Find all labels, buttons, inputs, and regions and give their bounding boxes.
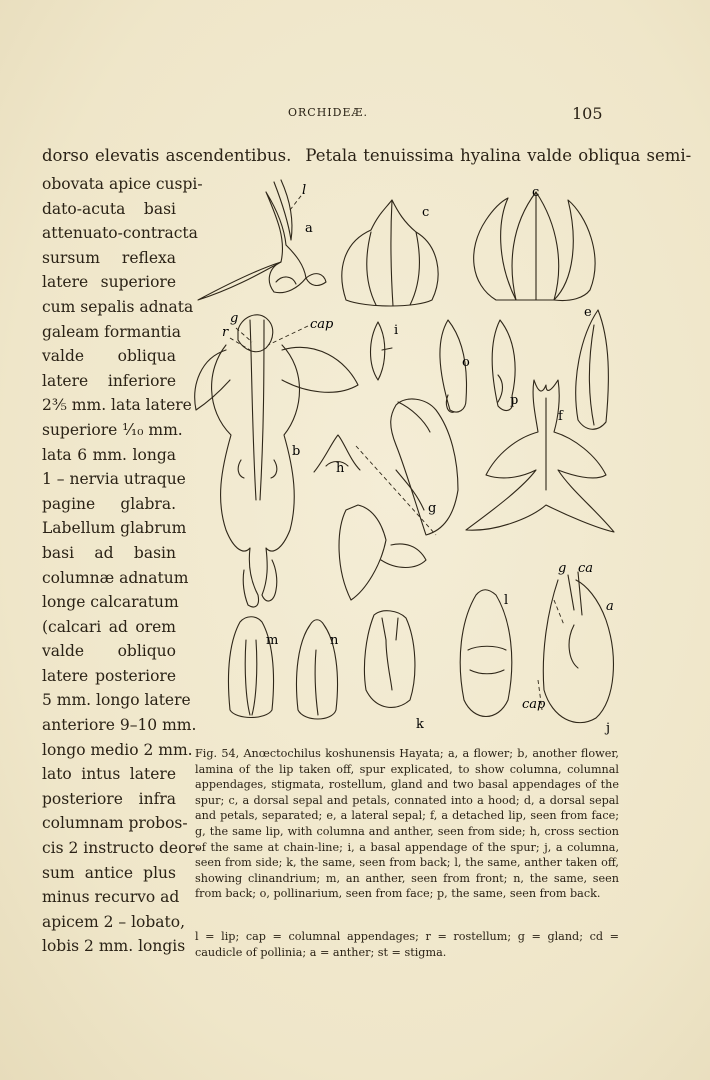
text-line: lobis 2 mm. longis (42, 937, 186, 956)
text-line: Labellum glabrum (42, 519, 187, 538)
text-line: dato-acuta basi (42, 199, 176, 218)
text-line: anteriore 9–10 mm. (42, 716, 197, 735)
text-column (42, 172, 203, 959)
text-line: cis 2 instructo deor- (42, 839, 201, 858)
drawing-d-sepals (474, 192, 595, 301)
label-n: n (330, 633, 339, 648)
drawing-g-lip-side (339, 399, 458, 600)
drawing-l-clinandrium (460, 590, 512, 717)
text-line: minus recurvo ad (42, 888, 180, 907)
text-line: sursum reflexa (42, 248, 176, 267)
label-k: k (416, 717, 424, 732)
drawing-i-appendage (371, 322, 393, 380)
drawing-k-column-back (364, 611, 415, 708)
label-c: c (422, 205, 430, 220)
text-line: columnam probos- (42, 814, 188, 833)
text-line: columnæ adnatum (42, 568, 189, 587)
label-i: i (394, 323, 399, 338)
text-line: attenuato-contracta (42, 224, 198, 243)
first-line-part-b: Petala tenuissima hyalina valde obliqua semi- (305, 146, 692, 165)
leader-lines-b (230, 326, 308, 350)
text-line: posteriore infra (42, 789, 176, 808)
label-e: e (584, 305, 592, 320)
label-ca: ca (578, 561, 594, 576)
text-line: (calcari ad orem (42, 617, 176, 636)
drawing-j-column-side (538, 572, 613, 723)
label-f: f (558, 409, 563, 424)
label-cap-j: cap (522, 697, 546, 712)
text-line: cum sepalis adnata (42, 297, 194, 316)
text-line: 5 mm. longo latere (42, 691, 191, 710)
text-line: galeam formantia (42, 322, 181, 341)
text-line: valde obliquo (42, 642, 176, 661)
label-m: m (266, 633, 279, 648)
text-line: obovata apice cuspi- (42, 175, 203, 193)
drawing-m-anther (228, 617, 273, 718)
text-line: valde obliqua (42, 347, 176, 366)
figure-legend: l = lip; cap = columnal appendages; r = rostellum; g = gland; cd = caudicle of pollinia; a = anther; st = stigma. (195, 930, 619, 959)
text-line: sum antice plus (42, 863, 176, 882)
chain-line (356, 446, 436, 535)
text-line: latere posteriore (42, 666, 176, 685)
page-number: 105 (572, 104, 603, 123)
label-l: l (504, 593, 509, 608)
figure-drawing (186, 170, 626, 740)
text-line: pagine glabra. (42, 494, 176, 513)
text-line: latere inferiore (42, 371, 176, 390)
text-line: 2⅗ mm. lata latere (42, 396, 192, 415)
drawing-b-flower (195, 315, 358, 607)
figure-caption: Fig. 54, Anœctochilus koshunensis Hayata; a, a flower; b, another flower, lamina of the lip taken off, spur explicated, to show columna, columnal appendages, stigmata, rostellum, gland and two basal appendages of the spur; c, a dorsal sepal and petals, connated into a hood; d, a dorsal sepal and petals, separated; e, a lateral sepal; f, a detached lip, seen from face; g, the same lip, with columna and anther, seen from side; h, cross section of the same at chain-line; i, a basal appendage of the spur; j, a columna, seen from side; k, the same, seen from back; l, the same, anther taken off, showing clinandrium; m, an anther, seen from front; n, the same, seen from back; o, pollinarium, seen from face; p, the same, seen from back. (195, 747, 619, 901)
text-line: superiore ¹⁄₁₀ mm. (42, 420, 183, 439)
botanical-figure (186, 170, 626, 740)
text-line: longo medio 2 mm. (42, 740, 193, 759)
text-line: apicem 2 – lobato, (42, 912, 186, 931)
drawing-f-lip (466, 380, 614, 532)
label-l-small: l (302, 183, 307, 198)
label-o: o (462, 355, 470, 370)
page-header (0, 104, 710, 124)
text-line: 1 – nervia utraque (42, 470, 186, 489)
drawing-a-flower (198, 180, 326, 300)
text-line: lata 6 mm. longa (42, 445, 176, 464)
label-a-prime: a (606, 599, 614, 614)
label-r: r (222, 325, 229, 340)
label-g-small: g (230, 311, 239, 326)
label-b: b (292, 444, 301, 459)
running-title: ORCHIDEÆ. (288, 106, 369, 119)
label-h: h (336, 461, 345, 476)
label-d: c (532, 185, 540, 200)
text-line: lato intus latere (42, 765, 176, 784)
first-line-part-a: dorso elevatis ascendentibus. (42, 146, 292, 165)
text-line: longe calcaratum (42, 593, 179, 612)
label-a: a (305, 221, 313, 236)
first-text-line (42, 146, 691, 165)
label-cap: cap (310, 317, 334, 332)
text-line: basi ad basin (42, 543, 176, 562)
label-g-small-j: g (558, 561, 567, 576)
drawing-e-lateral-sepal (576, 310, 609, 429)
label-j: j (606, 721, 611, 736)
label-g: g (428, 501, 437, 516)
text-line: latere superiore (42, 273, 176, 292)
label-p: p (510, 393, 519, 408)
